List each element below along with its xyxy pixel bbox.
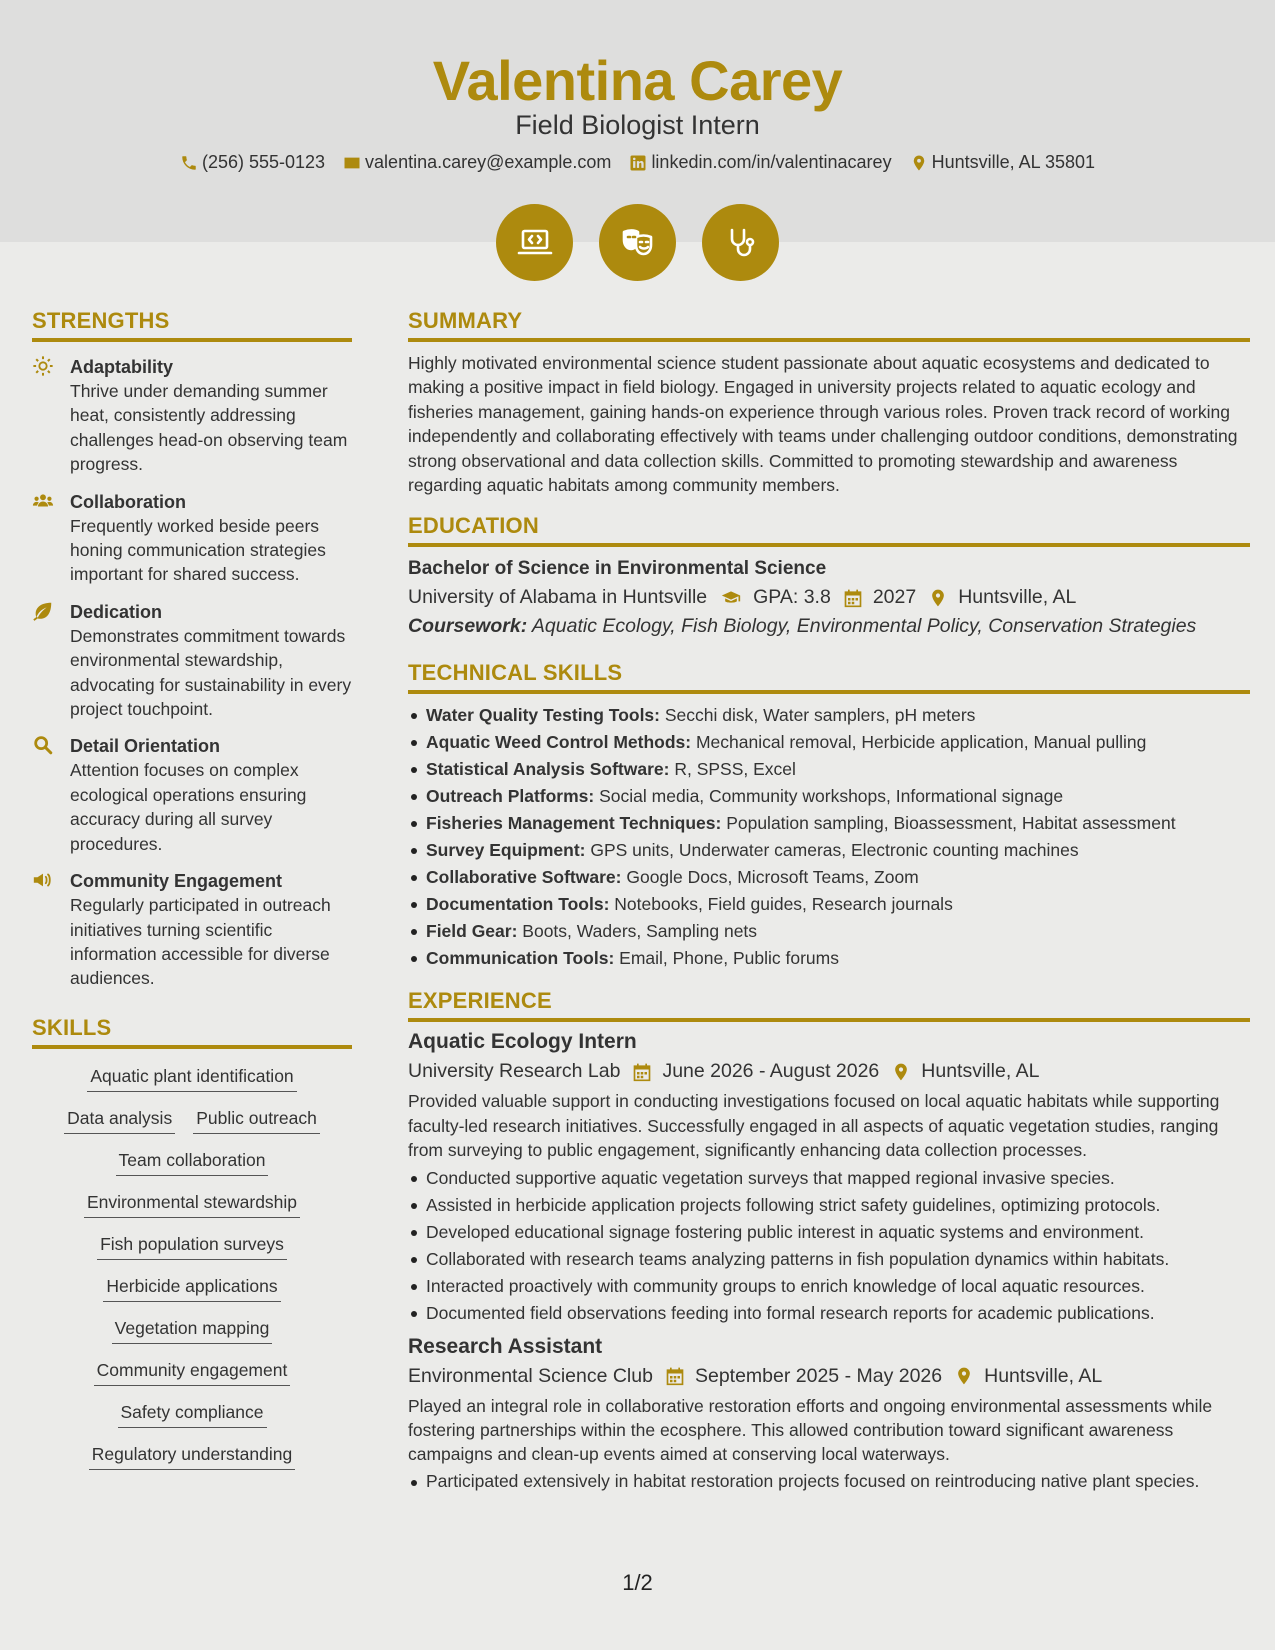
- job-location: Huntsville, AL: [921, 1060, 1040, 1083]
- job-dates: September 2025 - May 2026: [694, 1364, 943, 1387]
- phone-text: (256) 555-0123: [201, 152, 326, 172]
- strength-desc: Regularly participated in outreach initiatives turning scientific information accessible for diverse audiences.: [70, 895, 331, 989]
- header-band: [0, 0, 1275, 242]
- experience-heading: EXPERIENCE: [408, 988, 1250, 1022]
- job-description: Played an integral role in collaborative restoration efforts and ongoing environmental assessments while fostering partnerships within the ecosphere. This allowed contribution toward significant awareness campaigns and clean-up events aimed at conserving local waterways.: [408, 1395, 1213, 1465]
- grad-year: 2027: [872, 586, 917, 609]
- item-label: Survey Equipment:: [426, 840, 586, 861]
- envelope-icon: [343, 154, 361, 172]
- job-org: University Research Lab: [408, 1060, 621, 1083]
- skill-tag: Regulatory understanding: [89, 1443, 295, 1470]
- strength-desc: Frequently worked beside peers honing communication strategies important for shared success.: [70, 515, 326, 585]
- item-label: Aquatic Weed Control Methods:: [426, 732, 692, 753]
- item-label: Outreach Platforms:: [426, 786, 595, 807]
- skills-heading: SKILLS: [32, 1015, 352, 1049]
- strength-desc: Attention focuses on complex ecological operations ensuring accuracy during all survey procedures.: [70, 760, 307, 854]
- left-column: [32, 308, 352, 1470]
- leaf-icon: [32, 600, 54, 622]
- item-value: Secchi disk, Water samplers, pH meters: [664, 705, 976, 726]
- technical-skills-list: [408, 702, 1250, 972]
- strength-desc: Demonstrates commitment towards environmental stewardship, advocating for sustainability in every project touchpoint.: [70, 625, 352, 720]
- job-location: Huntsville, AL: [984, 1364, 1103, 1387]
- list-item: Participated extensively in habitat restoration projects focused on reintroducing native plant species.: [408, 1469, 1250, 1493]
- list-item: [408, 918, 1250, 945]
- list-item: Collaborated with research teams analyzing patterns in fish population dynamics within habitats.: [408, 1246, 1250, 1273]
- list-item: Assisted in herbicide application projects following strict safety guidelines, optimizing protocols.: [408, 1192, 1250, 1219]
- skill-tag: Safety compliance: [118, 1401, 267, 1428]
- email-text[interactable]: valentina.carey@example.com: [365, 152, 612, 172]
- calendar-icon: [665, 1366, 685, 1386]
- item-value: Mechanical removal, Herbicide application, Manual pulling: [695, 732, 1147, 753]
- degree-title: Bachelor of Science in Environmental Science: [408, 558, 827, 580]
- strength-item: [32, 490, 352, 587]
- coursework-label: Coursework:: [408, 615, 528, 638]
- school-location: Huntsville, AL: [958, 586, 1077, 609]
- map-pin-icon: [891, 1062, 911, 1082]
- list-item: [408, 891, 1250, 918]
- summary-text: Highly motivated environmental science student passionate about aquatic ecosystems and dedicated to making a positive impact in field biology. Engaged in university projects related to aquatic ecology and fisheries management, gaining hands-on experience through various roles. Proven track record of working independently and collaborating effectively with teams under challenging outdoor conditions, demonstrating strong observational and data collection skills. Committed to promoting stewardship and awareness regarding aquatic habitats among community members.: [408, 353, 1238, 496]
- item-label: Statistical Analysis Software:: [426, 759, 670, 780]
- list-item: [408, 729, 1250, 756]
- contact-email[interactable]: [343, 152, 611, 173]
- item-label: Field Gear:: [426, 921, 518, 942]
- job-dates: June 2026 - August 2026: [662, 1060, 880, 1083]
- stethoscope-circle: [702, 204, 779, 281]
- list-item: [408, 810, 1250, 837]
- item-value: Notebooks, Field guides, Research journals: [614, 894, 953, 915]
- skills-list: [32, 1065, 352, 1470]
- education-meta: [408, 586, 1250, 609]
- job-entry: [408, 1030, 1250, 1326]
- map-pin-icon: [910, 154, 928, 172]
- laptop-code-circle: [496, 204, 573, 281]
- job-entry: [408, 1335, 1250, 1494]
- strength-item: [32, 869, 352, 991]
- skill-tag: Herbicide applications: [103, 1275, 280, 1302]
- list-item: Conducted supportive aquatic vegetation surveys that mapped regional invasive species.: [408, 1165, 1250, 1192]
- map-pin-icon: [954, 1366, 974, 1386]
- laptop-code-icon: [515, 223, 555, 263]
- item-value: Population sampling, Bioassessment, Habitat assessment: [726, 813, 1176, 834]
- strength-name: Collaboration: [70, 491, 186, 512]
- strength-item: [32, 600, 352, 722]
- skill-tag: Fish population surveys: [97, 1233, 287, 1260]
- gpa-text: GPA: 3.8: [753, 586, 831, 609]
- list-item: Developed educational signage fostering public interest in aquatic systems and environment.: [408, 1219, 1250, 1246]
- item-value: Boots, Waders, Sampling nets: [522, 921, 758, 942]
- technical-skills-heading: TECHNICAL SKILLS: [408, 660, 1250, 694]
- summary-heading: SUMMARY: [408, 308, 1250, 342]
- strength-name: Detail Orientation: [70, 736, 221, 757]
- job-title: Aquatic Ecology Intern: [408, 1030, 637, 1054]
- item-value: Social media, Community workshops, Informational signage: [599, 786, 1064, 807]
- right-column: [408, 308, 1250, 1493]
- contact-row: [0, 152, 1275, 173]
- users-icon: [32, 490, 54, 512]
- strength-desc: Thrive under demanding summer heat, consistently addressing challenges head-on observing team progress.: [70, 381, 348, 475]
- search-icon: [32, 734, 54, 756]
- candidate-role: Field Biologist Intern: [515, 110, 760, 140]
- job-description: Provided valuable support in conducting investigations focused on local aquatic habitats while supporting faculty-led research initiatives. Successfully engaged in all aspects of aquatic vegetation studies, ranging from surveying to public engagement, significantly enhancing data collection processes.: [408, 1091, 1220, 1161]
- stethoscope-icon: [721, 223, 761, 263]
- job-meta: [408, 1060, 1250, 1083]
- list-item: [408, 702, 1250, 729]
- item-value: Google Docs, Microsoft Teams, Zoom: [626, 867, 919, 888]
- list-item: [408, 837, 1250, 864]
- coursework-list: Aquatic Ecology, Fish Biology, Environmental Policy, Conservation Strategies: [531, 615, 1197, 638]
- job-bullets: [408, 1469, 1250, 1493]
- skill-tag: Data analysis: [64, 1107, 175, 1134]
- item-label: Communication Tools:: [426, 948, 615, 969]
- job-title: Research Assistant: [408, 1334, 603, 1358]
- item-label: Documentation Tools:: [426, 894, 610, 915]
- list-item: Interacted proactively with community groups to enrich knowledge of local aquatic resources.: [408, 1273, 1250, 1300]
- list-item: [408, 945, 1250, 972]
- skill-tag: Team collaboration: [116, 1149, 269, 1176]
- school-name: University of Alabama in Huntsville: [408, 586, 708, 609]
- item-value: GPS units, Underwater cameras, Electronic counting machines: [590, 840, 1079, 861]
- job-bullets: [408, 1165, 1250, 1327]
- skill-tag: Community engagement: [94, 1359, 291, 1386]
- item-label: Collaborative Software:: [426, 867, 622, 888]
- map-pin-icon: [928, 588, 948, 608]
- page-number: 1/2: [622, 1570, 653, 1595]
- item-value: R, SPSS, Excel: [674, 759, 796, 780]
- strength-item: [32, 734, 352, 856]
- contact-location: [910, 152, 1095, 173]
- skill-tag: Public outreach: [193, 1107, 320, 1134]
- list-item: [408, 756, 1250, 783]
- theater-masks-circle: [599, 204, 676, 281]
- interest-icons: [0, 204, 1275, 281]
- item-value: Email, Phone, Public forums: [619, 948, 839, 969]
- location-text: Huntsville, AL 35801: [931, 152, 1096, 172]
- calendar-icon: [843, 588, 863, 608]
- list-item: Documented field observations feeding into formal research reports for academic publications.: [408, 1300, 1250, 1327]
- job-meta: [408, 1365, 1250, 1388]
- skill-tag: Environmental stewardship: [84, 1191, 300, 1218]
- list-item: [408, 864, 1250, 891]
- linkedin-icon: [629, 154, 647, 172]
- education-heading: EDUCATION: [408, 513, 1250, 547]
- coursework: [408, 615, 1250, 638]
- item-label: Fisheries Management Techniques:: [426, 813, 722, 834]
- strength-name: Dedication: [70, 601, 163, 622]
- phone-icon: [180, 154, 198, 172]
- skill-tag: Aquatic plant identification: [87, 1065, 296, 1092]
- job-org: Environmental Science Club: [408, 1364, 653, 1387]
- contact-linkedin[interactable]: [629, 152, 891, 173]
- item-label: Water Quality Testing Tools:: [426, 705, 660, 726]
- strength-name: Adaptability: [70, 357, 174, 377]
- megaphone-icon: [32, 869, 54, 891]
- theater-masks-icon: [618, 223, 658, 263]
- strength-item: [32, 355, 352, 477]
- skill-tag: Vegetation mapping: [112, 1317, 273, 1344]
- graduation-cap-icon: [719, 588, 743, 608]
- strength-name: Community Engagement: [70, 871, 283, 892]
- list-item: [408, 783, 1250, 810]
- linkedin-text[interactable]: linkedin.com/in/valentinacarey: [651, 152, 892, 172]
- strengths-heading: STRENGTHS: [32, 308, 352, 342]
- calendar-icon: [632, 1062, 652, 1082]
- candidate-name: Valentina Carey: [432, 49, 843, 112]
- sun-icon: [32, 355, 54, 377]
- contact-phone: [180, 152, 325, 173]
